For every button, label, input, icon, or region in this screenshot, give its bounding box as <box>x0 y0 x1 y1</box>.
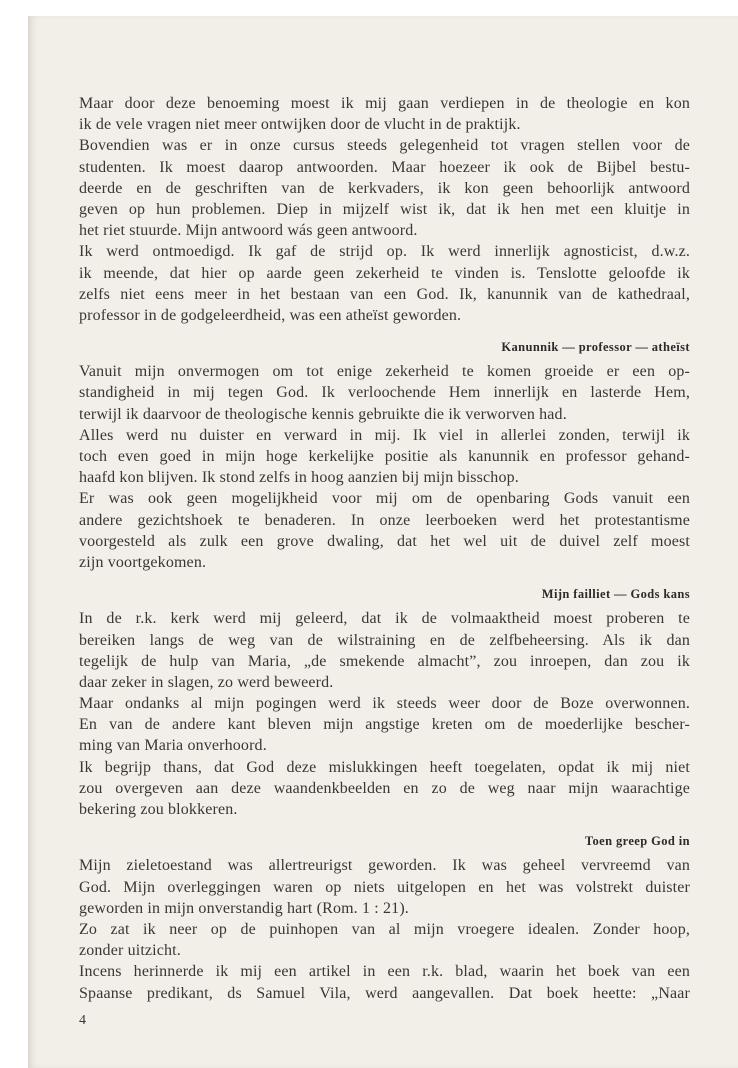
text-line: professor in de godgeleerdheid, was een atheïst geworden. <box>79 306 462 324</box>
paragraph <box>79 961 690 1003</box>
text-line: voorgesteld als zulk een grove dwaling, dat het wel uit de duivel zelf moest <box>79 532 690 550</box>
paragraph <box>79 135 690 241</box>
paragraph <box>79 241 690 326</box>
text-line: Zo zat ik neer op de puinhopen van al mijn vroegere idealen. Zonder hoop, <box>79 920 690 938</box>
section-heading: Kanunnik — professor — atheïst <box>501 340 690 355</box>
text-line: bereiken langs de weg van de wilstraining en de zelfbeheersing. Als ik dan <box>79 631 690 649</box>
paragraph <box>79 488 690 573</box>
text-line: ik de vele vragen niet meer ontwijken door de vlucht in de praktijk. <box>79 116 521 134</box>
text-line: In de r.k. kerk werd mij geleerd, dat ik de volmaaktheid moest proberen te <box>79 610 690 628</box>
text-line: Maar door deze benoeming moest ik mij gaan verdiepen in de theologie en kon <box>79 95 690 112</box>
text-line: toch even goed in mijn hoge kerkelijke positie als kanunnik en professor gehand- <box>79 448 690 465</box>
text-line: Ik begrijp thans, dat God deze mislukkingen heeft toegelaten, opdat ik mij niet <box>79 758 690 776</box>
text-line: En van de andere kant bleven mijn angstige kreten om de moederlijke bescher- <box>79 716 690 734</box>
text-line: Incens herinnerde ik mij een artikel in een r.k. blad, waarin het boek van een <box>79 963 690 981</box>
text-line: studenten. Ik moest daarop antwoorden. Maar hoezeer ik ook de Bijbel bestu- <box>79 158 690 176</box>
text-line: zelfs niet eens meer in het bestaan van een God. Ik, kanunnik van de kathedraal, <box>79 285 690 303</box>
text-line: ik meende, dat hier op aarde geen zekerheid te vinden is. Tenslotte geloofde ik <box>79 264 690 282</box>
text-line: Vanuit mijn onvermogen om tot enige zekerheid te komen groeide er een op- <box>79 363 690 381</box>
text-line: Er was ook geen mogelijkheid voor mij om de openbaring Gods vanuit een <box>79 490 690 508</box>
text-line: bekering zou blokkeren. <box>79 801 238 818</box>
text-line: Mijn zieletoestand was allertreurigst geworden. Ik was geheel vervreemd van <box>79 857 690 875</box>
text-line: Ik werd ontmoedigd. Ik gaf de strijd op. Ik werd innerlijk agnosticist, d.w.z. <box>79 243 690 261</box>
text-line: geworden in mijn onverstandig hart (Rom. 1 : 21). <box>79 899 409 917</box>
text-line: deerde en de geschriften van de kerkvaders, ik kon geen behoorlijk antwoord <box>79 179 690 197</box>
text-line: daar zeker in slagen, zo werd beweerd. <box>79 673 334 691</box>
text-line: Spaanse predikant, ds Samuel Vila, werd aangevallen. Dat boek heette: „Naar <box>79 984 690 1002</box>
paragraph <box>79 361 690 425</box>
text-line: zijn voortgekomen. <box>79 553 207 571</box>
paragraph <box>79 757 690 821</box>
text-line: God. Mijn overleggingen waren op niets uitgelopen en het was volstrekt duister <box>79 878 690 896</box>
text-line: zou overgeven aan deze waandenkbeelden en zo de weg naar mijn waarachtige <box>79 779 690 797</box>
text-line: tegelijk de hulp van Maria, „de smekende almacht”, zou inroepen, dan zou ik <box>79 652 690 670</box>
text-line: Maar ondanks al mijn pogingen werd ik steeds weer door de Boze overwonnen. <box>79 695 690 713</box>
paragraph <box>79 693 690 757</box>
text-line: Bovendien was er in onze cursus steeds gelegenheid tot vragen stellen voor de <box>79 137 690 155</box>
text-line: het riet stuurde. Mijn antwoord wás geen antwoord. <box>79 222 418 240</box>
text-line: haafd kon blijven. Ik stond zelfs in hoog aanzien bij mijn bisschop. <box>79 469 519 487</box>
text-line: andere gezichtshoek te benaderen. In onze leerboeken werd het protestantisme <box>79 511 690 529</box>
paragraph <box>79 425 690 489</box>
paragraph <box>79 919 690 961</box>
paragraph <box>79 608 690 693</box>
paragraph <box>79 93 690 135</box>
section-heading: Mijn failliet — Gods kans <box>541 587 690 602</box>
text-line: ming van Maria onverhoord. <box>79 737 267 755</box>
text-line: zonder uitzicht. <box>79 942 181 960</box>
page-number: 4 <box>79 1013 86 1028</box>
paragraph <box>79 855 690 919</box>
section-heading: Toen greep God in <box>584 834 690 849</box>
text-line: standigheid in mij tegen God. Ik verloochende Hem innerlijk en lasterde Hem, <box>79 384 690 402</box>
text-line: terwijl ik daarvoor de theologische kennis gebruikte die ik verworven had. <box>79 405 567 423</box>
text-line: Alles werd nu duister en verward in mij. Ik viel in allerlei zonden, terwijl ik <box>79 426 690 444</box>
page-body <box>79 93 690 1004</box>
text-line: geven op hun problemen. Diep in mijzelf wist ik, dat ik hen met een kluitje in <box>79 200 690 218</box>
